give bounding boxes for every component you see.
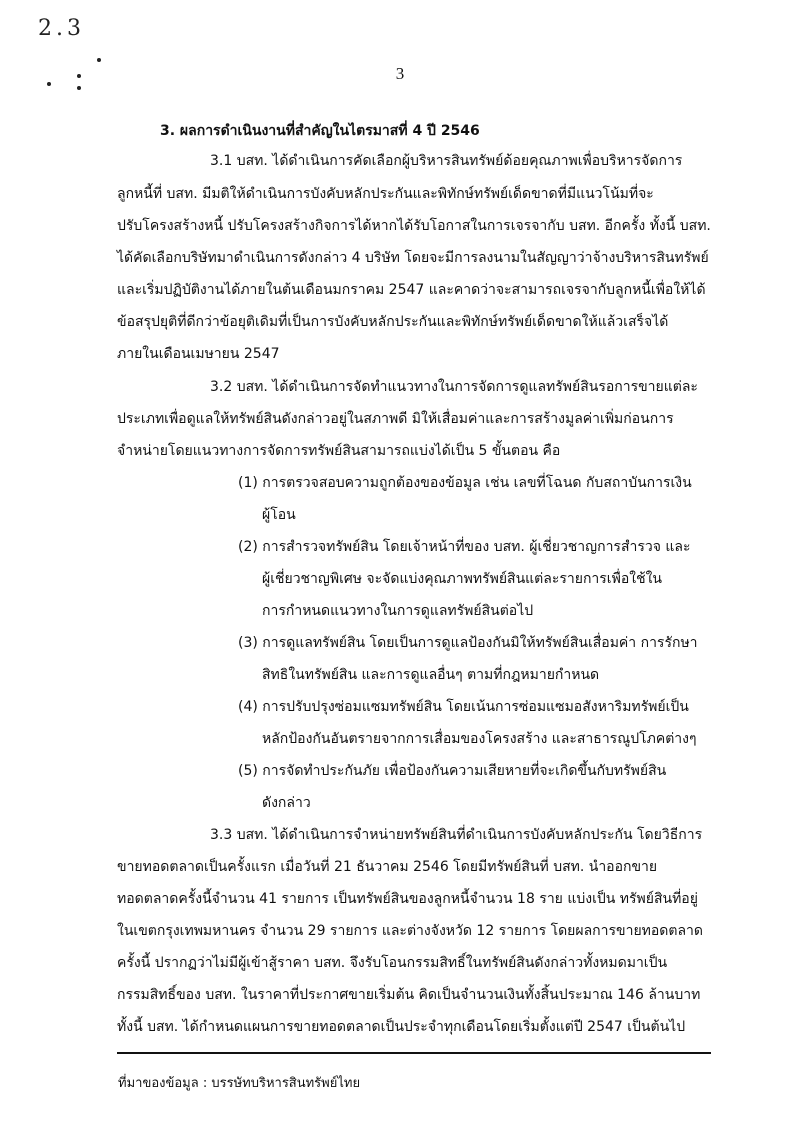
paragraph-1-line: ภายในเดือนเมษายน 2547	[117, 346, 280, 362]
step-item: (4) การปรับปรุงซ่อมแซมทรัพย์สิน โดยเน้นการซ่อมแซมอสังหาริมทรัพย์เป็น	[238, 699, 689, 715]
margin-dot	[97, 58, 101, 62]
step-item-continuation: หลักป้องกันอันตรายจากการเสื่อมของโครงสร้าง และสาธารณูปโภคต่างๆ	[262, 731, 697, 747]
paragraph-3-line: ทั้งนี้ บสท. ได้กำหนดแผนการขายทอดตลาดเป็นประจำทุกเดือนโดยเริ่มตั้งแต่ปี 2547 เป็นต้นไป	[117, 1019, 686, 1035]
paragraph-1-line: ได้คัดเลือกบริษัทมาดำเนินการดังกล่าว 4 บริษัท โดยจะมีการลงนามในสัญญาว่าจ้างบริหารสินทรัพย์	[117, 250, 709, 266]
paragraph-1-line: ปรับโครงสร้างหนี้ ปรับโครงสร้างกิจการได้หากได้รับโอกาสในการเจรจากับ บสท. อีกครั้ง ทั้งนี้ บสท.	[117, 218, 711, 234]
step-item: (2) การสำรวจทรัพย์สิน โดยเจ้าหน้าที่ของ บสท. ผู้เชี่ยวชาญการสำรวจ และ	[238, 539, 691, 555]
paragraph-3-line: กรรมสิทธิ์ของ บสท. ในราคาที่ประกาศขายเริ่มต้น คิดเป็นจำนวนเงินทั้งสิ้นประมาณ 146 ล้านบาท	[117, 987, 701, 1003]
paragraph-1-line: ลูกหนี้ที่ บสท. มีมติให้ดำเนินการบังคับหลักประกันและพิทักษ์ทรัพย์เด็ดขาดที่มีแนวโน้มที่จะ	[117, 186, 654, 202]
step-item-continuation: ดังกล่าว	[262, 795, 311, 811]
paragraph-3-line: ในเขตกรุงเทพมหานคร จำนวน 29 รายการ และต่างจังหวัด 12 รายการ โดยผลการขายทอดตลาด	[117, 923, 704, 939]
paragraph-1-line: และเริ่มปฏิบัติงานได้ภายในต้นเดือนมกราคม 2547 และคาดว่าจะสามารถเจรจากับลูกหนี้เพื่อให้ได้	[117, 282, 706, 298]
paragraph-3-line: ทอดตลาดครั้งนี้จำนวน 41 รายการ เป็นทรัพย์สินของลูกหนี้จำนวน 18 ราย แบ่งเป็น ทรัพย์สินที่อยู่	[117, 891, 698, 907]
paragraph-2-line: 3.2 บสท. ได้ดำเนินการจัดทำแนวทางในการจัดการดูแลทรัพย์สินรอการขายแต่ละ	[210, 379, 698, 395]
step-item-continuation: ผู้โอน	[262, 507, 296, 523]
section-heading: 3. ผลการดำเนินงานที่สำคัญในไตรมาสที่ 4 ปี 2546	[160, 123, 480, 139]
step-item-continuation: การกำหนดแนวทางในการดูแลทรัพย์สินต่อไป	[262, 603, 534, 619]
margin-dot	[77, 86, 81, 90]
page-number: 3	[395, 64, 405, 83]
paragraph-2-line: ประเภทเพื่อดูแลให้ทรัพย์สินดังกล่าวอยู่ในสภาพดี มิให้เสื่อมค่าและการสร้างมูลค่าเพิ่มก่อนการ	[117, 411, 674, 427]
paragraph-1-line: 3.1 บสท. ได้ดำเนินการคัดเลือกผู้บริหารสินทรัพย์ด้อยคุณภาพเพื่อบริหารจัดการ	[210, 153, 683, 169]
paragraph-1-line: ข้อสรุปยุติที่ดีกว่าข้อยุติเดิมที่เป็นการบังคับหลักประกันและพิทักษ์ทรัพย์เด็ดขาดให้แล้วเสร็จได้	[117, 314, 669, 330]
step-item-continuation: สิทธิในทรัพย์สิน และการดูแลอื่นๆ ตามที่กฎหมายกำหนด	[262, 667, 600, 683]
footnote-divider	[117, 1052, 711, 1054]
margin-handwritten-note: 2.3	[38, 16, 85, 41]
paragraph-2-line: จำหน่ายโดยแนวทางการจัดการทรัพย์สินสามารถแบ่งได้เป็น 5 ขั้นตอน คือ	[117, 443, 561, 459]
step-item: (3) การดูแลทรัพย์สิน โดยเป็นการดูแลป้องกันมิให้ทรัพย์สินเสื่อมค่า การรักษา	[238, 635, 698, 651]
step-item-continuation: ผู้เชี่ยวชาญพิเศษ จะจัดแบ่งคุณภาพทรัพย์สินแต่ละรายการเพื่อใช้ใน	[262, 571, 662, 587]
paragraph-3-line: ครั้งนี้ ปรากฏว่าไม่มีผู้เข้าสู้ราคา บสท. จึงรับโอนกรรมสิทธิ์ในทรัพย์สินดังกล่าวทั้งหมดมาเป็น	[117, 955, 668, 971]
paragraph-3-line: 3.3 บสท. ได้ดำเนินการจำหน่ายทรัพย์สินที่ดำเนินการบังคับหลักประกัน โดยวิธีการ	[210, 827, 703, 843]
step-item: (1) การตรวจสอบความถูกต้องของข้อมูล เช่น เลขที่โฉนด กับสถาบันการเงิน	[238, 475, 692, 491]
source-note: ที่มาของข้อมูล : บรรษัทบริหารสินทรัพย์ไทย	[118, 1076, 361, 1091]
step-item: (5) การจัดทำประกันภัย เพื่อป้องกันความเสียหายที่จะเกิดขึ้นกับทรัพย์สิน	[238, 763, 667, 779]
paragraph-3-line: ขายทอดตลาดเป็นครั้งแรก เมื่อวันที่ 21 ธันวาคม 2546 โดยมีทรัพย์สินที่ บสท. นำออกขาย	[117, 859, 658, 875]
